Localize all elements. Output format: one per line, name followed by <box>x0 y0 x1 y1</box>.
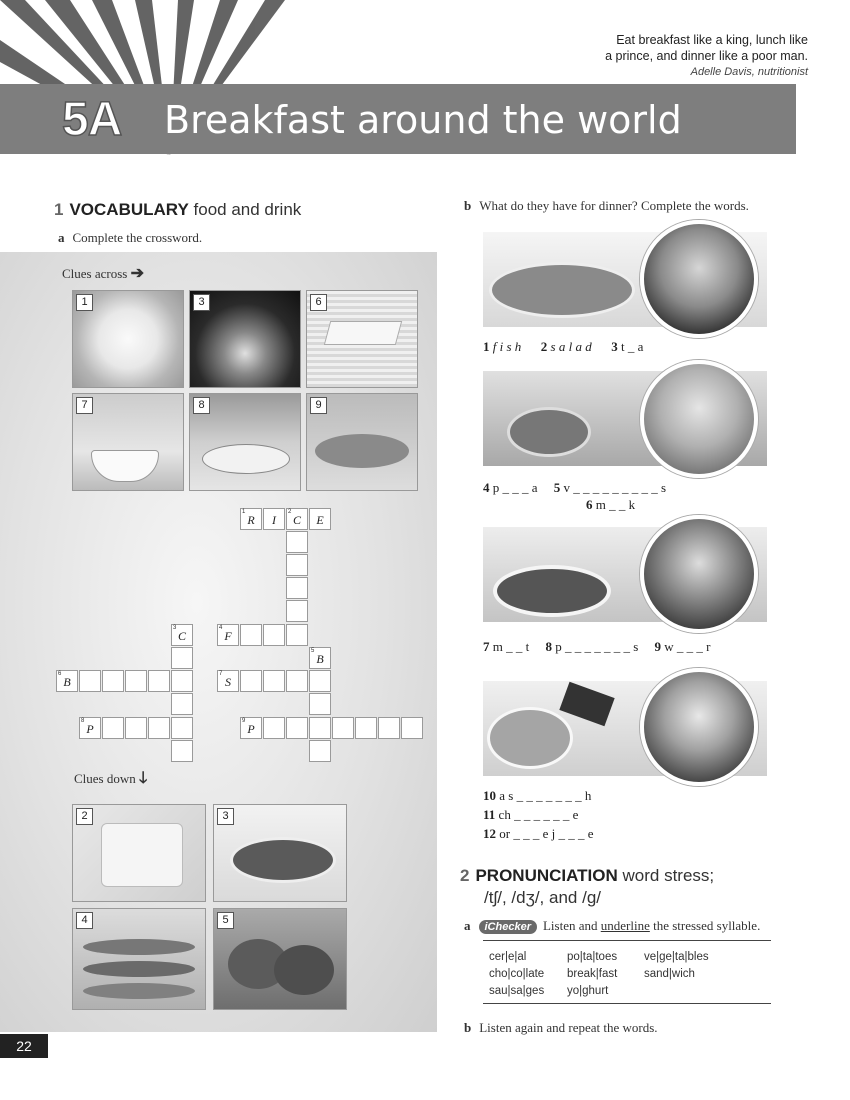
cell-number: 3 <box>173 625 177 631</box>
item-number: 9 <box>654 639 662 654</box>
exercise-letter: b <box>464 1020 472 1035</box>
word-box <box>483 940 771 1004</box>
item-number: 1 <box>483 339 490 354</box>
photo-sugar <box>72 393 184 491</box>
word-item[interactable]: po|ta|toes <box>567 951 618 963</box>
crossword-cell[interactable] <box>240 670 262 692</box>
crossword-cell[interactable] <box>263 508 285 530</box>
cell-letter: P <box>247 722 255 736</box>
cell-letter: C <box>292 513 301 527</box>
answer-row <box>483 339 643 355</box>
item-number: 8 <box>545 639 552 654</box>
exercise-instruction <box>464 198 749 214</box>
crossword-cell[interactable] <box>171 693 193 715</box>
photo-potatoes <box>306 393 418 491</box>
word-column <box>567 949 617 1000</box>
crossword-cell[interactable] <box>79 670 101 692</box>
cell-letter: F <box>224 629 232 643</box>
answer-word: m _ _ k <box>595 497 636 512</box>
photo-bread <box>213 908 347 1010</box>
lesson-title: Breakfast around the world <box>164 98 682 142</box>
answer-word: a s _ _ _ _ _ _ _ h <box>499 788 592 803</box>
answer-word: ch _ _ _ _ _ _ e <box>498 807 579 822</box>
crossword-cell[interactable] <box>171 740 193 762</box>
answer-word: t _ a <box>620 339 644 354</box>
portrait-woman <box>640 220 758 338</box>
page-number: 22 <box>0 1034 48 1058</box>
exercise-instruction <box>464 1020 658 1036</box>
section-topic: food and drink <box>193 200 302 219</box>
section-heading <box>460 865 780 909</box>
crossword-cell[interactable] <box>56 670 78 692</box>
photo-cereal <box>213 804 347 902</box>
cell-number: 6 <box>58 671 62 677</box>
photo-fish <box>72 908 206 1010</box>
crossword-cell[interactable] <box>286 508 308 530</box>
instruction-text: the stressed syllable. <box>649 918 761 933</box>
clues-down-text: Clues down <box>74 771 136 786</box>
photo-number: 3 <box>217 808 234 825</box>
quote-line: Eat breakfast like a king, lunch like <box>616 33 808 47</box>
clues-across-label <box>62 263 144 283</box>
cell-letter: B <box>316 652 324 666</box>
photo-rice <box>72 290 184 388</box>
photo-number: 4 <box>76 912 93 929</box>
phoneme-list: /tʃ/, /dʒ/, and /g/ <box>484 888 601 907</box>
portrait-woman-dark-hair <box>640 515 758 633</box>
exercise-instruction <box>58 230 202 246</box>
photo-cheese <box>72 804 206 902</box>
section-keyword: VOCABULARY <box>69 200 189 219</box>
arrow-right-icon: ➔ <box>130 265 145 282</box>
crossword-cell[interactable] <box>263 670 285 692</box>
quote-line: a prince, and dinner like a poor man. <box>605 49 808 63</box>
arrow-down-icon: 🡓 <box>139 770 148 787</box>
crossword-cell[interactable] <box>401 717 423 739</box>
exercise-instruction <box>464 918 760 934</box>
instruction-text: What do they have for dinner? Complete the words. <box>479 198 749 213</box>
photo-pasta <box>189 393 301 491</box>
item-number: 10 <box>483 788 496 803</box>
crossword-cell[interactable] <box>286 600 308 622</box>
crossword-cell[interactable] <box>286 670 308 692</box>
cell-number: 2 <box>288 509 292 515</box>
cell-letter: R <box>247 513 255 527</box>
word-column <box>489 949 544 1000</box>
cell-number: 5 <box>311 648 315 654</box>
instruction-text-underlined: underline <box>600 918 650 933</box>
crossword-cell[interactable] <box>102 670 124 692</box>
word-item[interactable]: cer|e|al <box>489 951 527 963</box>
cell-number: 4 <box>219 625 223 631</box>
section-topic: word stress; <box>622 866 715 885</box>
word-item[interactable]: sand|wich <box>644 968 695 980</box>
word-item[interactable]: ve|ge|ta|bles <box>644 951 709 963</box>
photo-number: 5 <box>217 912 234 929</box>
item-number: 2 <box>540 339 548 354</box>
crossword-cell[interactable] <box>217 624 239 646</box>
quote <box>548 32 808 80</box>
crossword-cell[interactable] <box>171 624 193 646</box>
cell-letter: C <box>177 629 186 643</box>
lesson-number: 5A <box>62 93 122 146</box>
crossword-cell[interactable] <box>309 647 331 669</box>
answer-word: p _ _ _ _ _ _ _ s <box>555 639 639 654</box>
exercise-letter: a <box>58 230 65 245</box>
item-number: 5 <box>553 480 561 495</box>
crossword-cell[interactable] <box>263 717 285 739</box>
answer-word: s a l a d <box>550 339 592 354</box>
crossword-cell[interactable] <box>240 717 262 739</box>
clues-across-text: Clues across <box>62 266 128 281</box>
photo-number: 6 <box>310 294 327 311</box>
item-number: 11 <box>483 807 496 822</box>
quote-author: Adelle Davis, nutritionist <box>690 66 808 78</box>
item-number: 6 <box>586 497 593 512</box>
clues-down-label <box>74 767 147 794</box>
item-number: 3 <box>611 339 618 354</box>
instruction-text: Complete the crossword. <box>72 230 203 245</box>
word-item[interactable]: cho|co|late <box>489 968 545 980</box>
crossword-cell[interactable] <box>355 717 377 739</box>
crossword-cell[interactable] <box>309 670 331 692</box>
word-item[interactable]: sau|sa|ges <box>489 985 545 997</box>
crossword-cell[interactable] <box>378 717 400 739</box>
answer-word: f i s h <box>492 339 522 354</box>
crossword-cell[interactable] <box>171 647 193 669</box>
portrait-young-man <box>640 360 758 478</box>
crossword-cell[interactable] <box>148 670 170 692</box>
photo-number: 2 <box>76 808 93 825</box>
section-number: 1 <box>54 200 64 219</box>
cell-number: 9 <box>242 718 246 724</box>
crossword-cell[interactable] <box>171 670 193 692</box>
crossword-cell[interactable] <box>240 624 262 646</box>
answer-word: or _ _ _ e j _ _ _ e <box>499 826 594 841</box>
crossword-cell[interactable] <box>309 508 331 530</box>
crossword-cell[interactable] <box>102 717 124 739</box>
answer-row <box>483 480 666 496</box>
crossword-panel <box>0 252 437 1032</box>
portrait-man <box>640 668 758 786</box>
photo-number: 7 <box>76 397 93 414</box>
crossword-cell[interactable] <box>148 717 170 739</box>
answer-word: m _ _ t <box>492 639 530 654</box>
cell-letter: I <box>272 513 276 527</box>
photo-coffee <box>189 290 301 388</box>
crossword-cell[interactable] <box>286 554 308 576</box>
section-keyword: PRONUNCIATION <box>475 866 618 885</box>
exercise-letter: a <box>464 918 471 933</box>
photo-number: 3 <box>193 294 210 311</box>
crossword-cell[interactable] <box>125 717 147 739</box>
answer-row <box>483 639 711 655</box>
cell-letter: B <box>63 675 71 689</box>
photo-number: 9 <box>310 397 327 414</box>
crossword-cell[interactable] <box>309 693 331 715</box>
answer-list <box>483 786 593 843</box>
crossword-cell[interactable] <box>286 624 308 646</box>
crossword-cell[interactable] <box>286 577 308 599</box>
crossword-cell[interactable] <box>332 717 354 739</box>
photo-number: 1 <box>76 294 93 311</box>
crossword-cell[interactable] <box>309 717 331 739</box>
instruction-text: Listen again and repeat the words. <box>479 1020 658 1035</box>
answer-word: p _ _ _ a <box>492 480 538 495</box>
exercise-letter: b <box>464 198 472 213</box>
cell-number: 7 <box>219 671 223 677</box>
crossword-cell[interactable] <box>240 508 262 530</box>
cell-number: 8 <box>81 718 85 724</box>
photo-number: 8 <box>193 397 210 414</box>
crossword-cell[interactable] <box>171 717 193 739</box>
answer-word: w _ _ _ r <box>664 639 711 654</box>
answer-word: v _ _ _ _ _ _ _ _ _ s <box>563 480 667 495</box>
crossword-cell[interactable] <box>125 670 147 692</box>
word-column <box>644 949 709 983</box>
crossword-cell[interactable] <box>79 717 101 739</box>
word-item[interactable]: break|fast <box>567 968 618 980</box>
crossword-cell[interactable] <box>286 531 308 553</box>
crossword-cell[interactable] <box>217 670 239 692</box>
word-item[interactable]: yo|ghurt <box>567 985 609 997</box>
photo-butter <box>306 290 418 388</box>
item-number: 12 <box>483 826 496 841</box>
section-number: 2 <box>460 866 470 885</box>
item-number: 7 <box>483 639 490 654</box>
item-number: 4 <box>483 480 490 495</box>
cell-letter: S <box>225 675 231 689</box>
crossword-cell[interactable] <box>309 740 331 762</box>
answer-row <box>586 497 635 513</box>
cell-letter: E <box>316 513 324 527</box>
crossword-cell[interactable] <box>263 624 285 646</box>
crossword-cell[interactable] <box>286 717 308 739</box>
ichecker-badge[interactable]: iChecker <box>479 920 537 934</box>
instruction-text: Listen and <box>542 918 601 933</box>
cell-number: 1 <box>242 509 246 515</box>
section-heading <box>54 200 301 220</box>
cell-letter: P <box>86 722 94 736</box>
